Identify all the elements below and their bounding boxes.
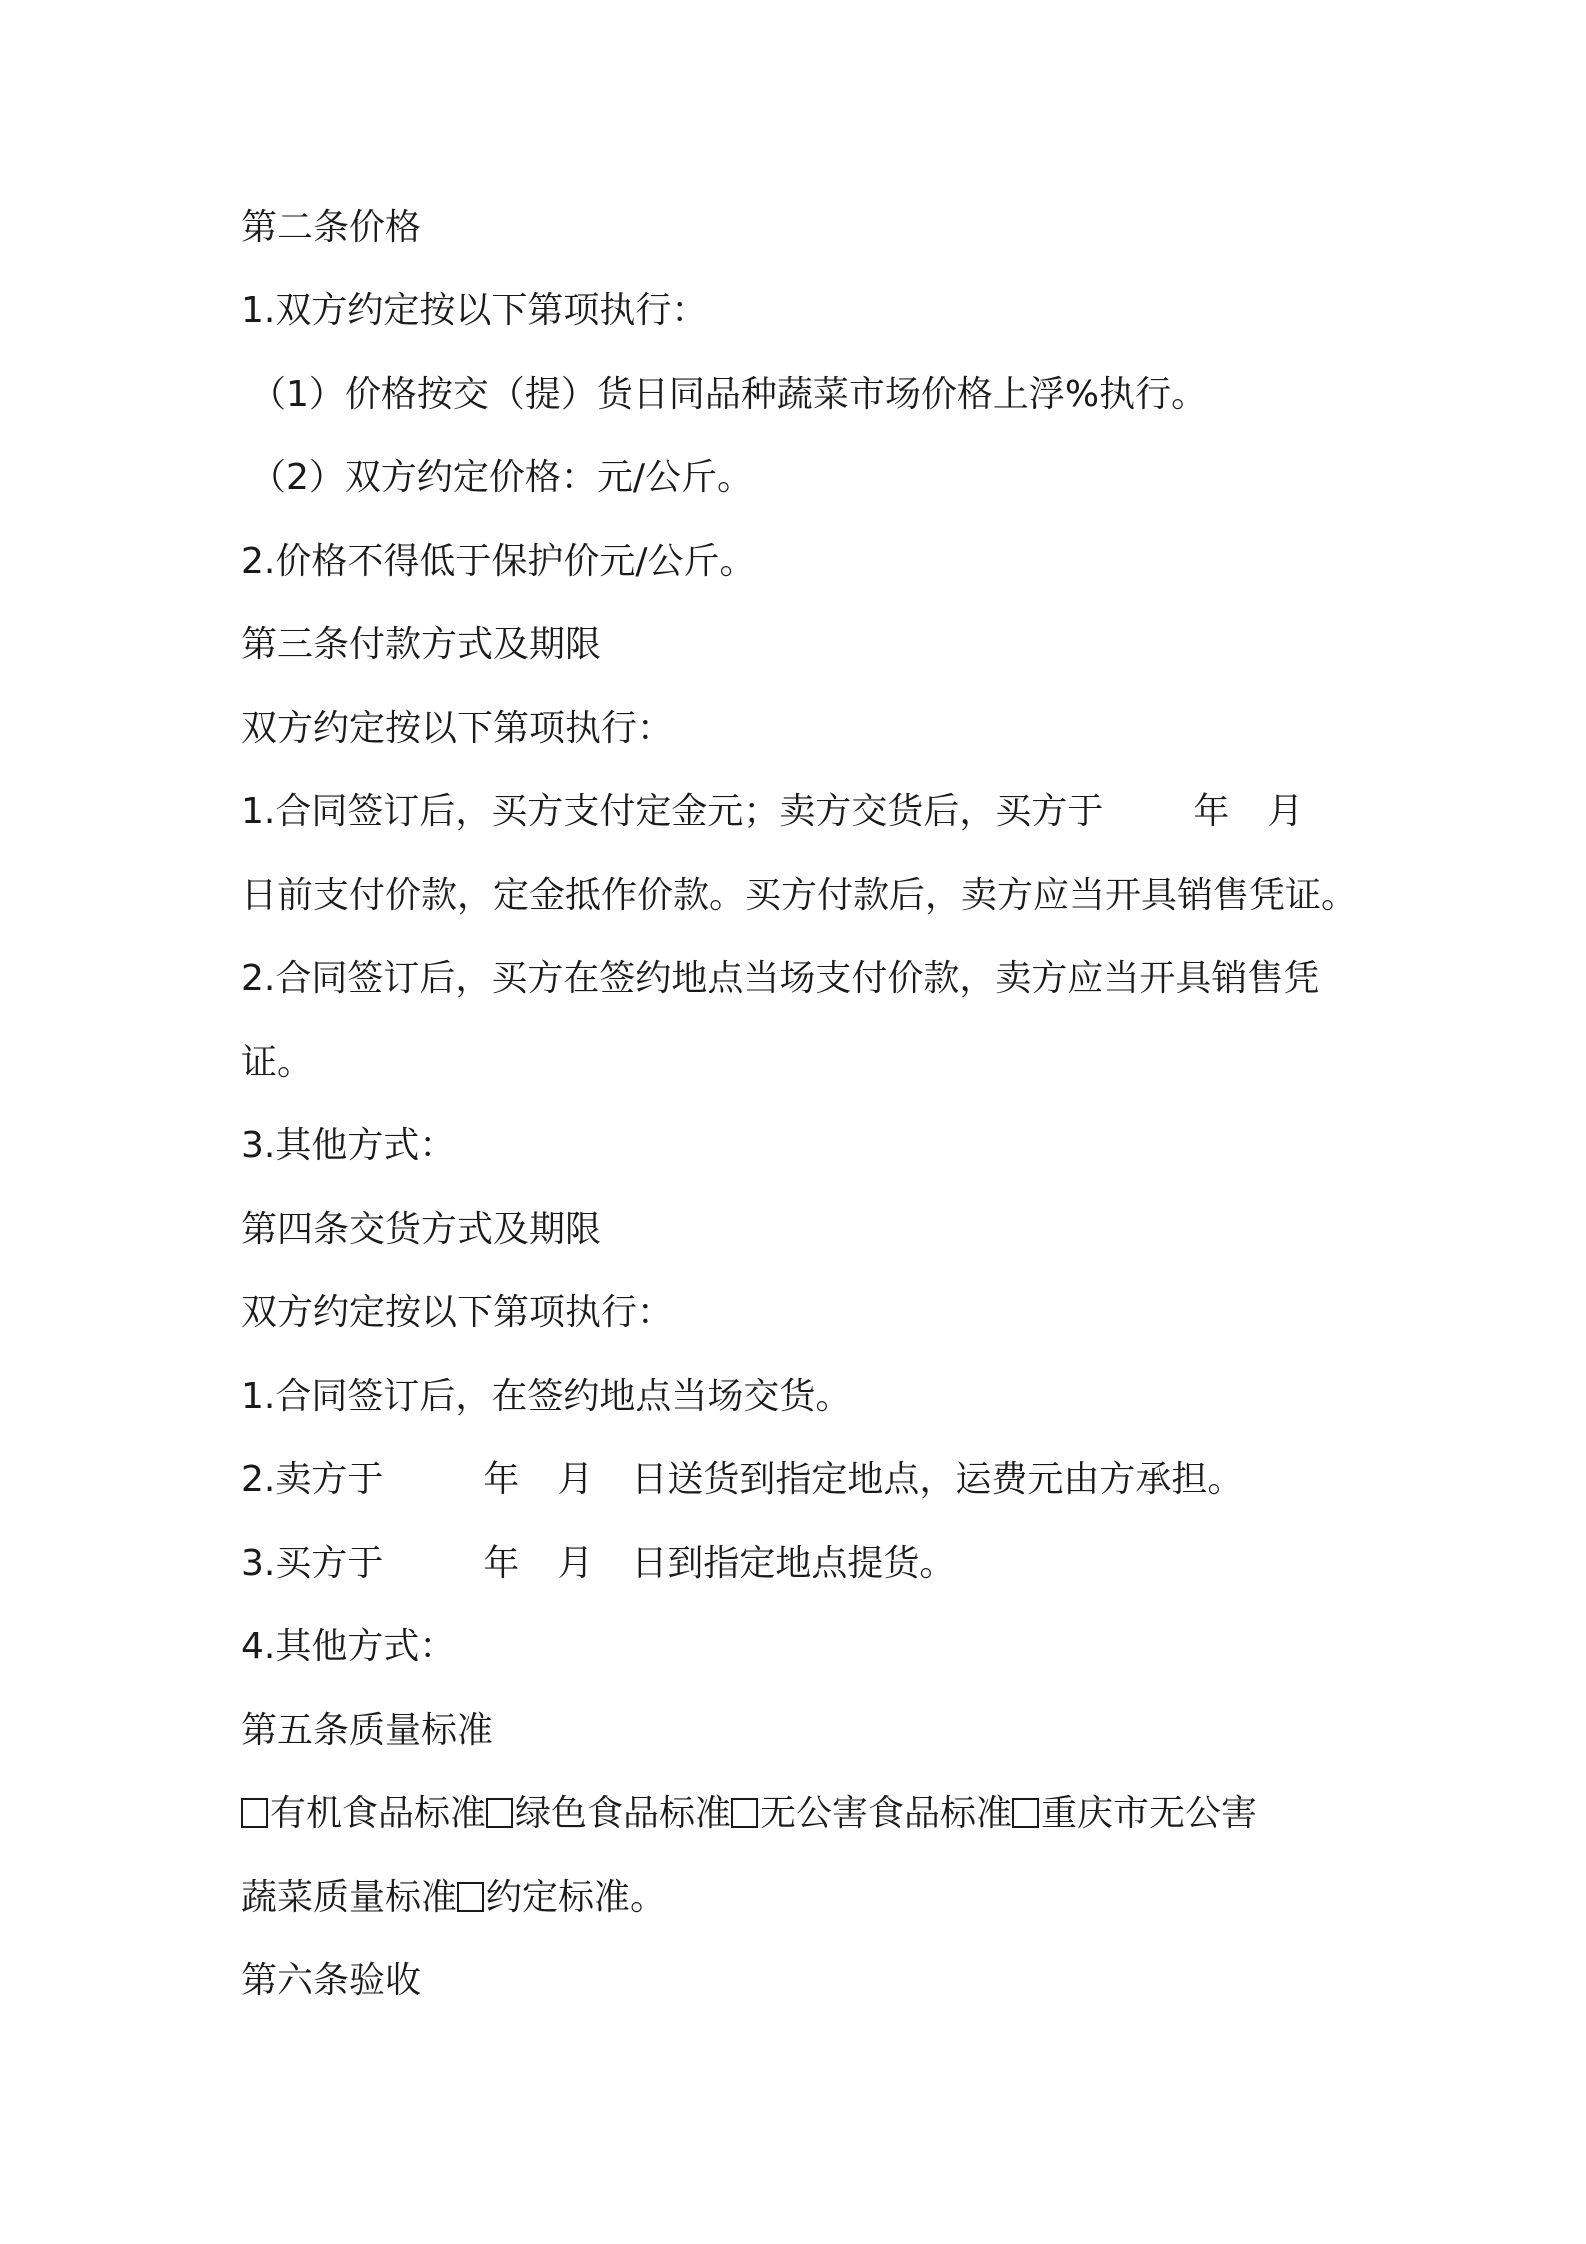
- clause-text: 3.买方于: [241, 1543, 384, 1584]
- clause-line: [241, 1540, 955, 1588]
- year-label: 年: [483, 1459, 520, 1500]
- year-label: 年: [483, 1543, 520, 1584]
- clause-text: 2.卖方于: [241, 1459, 384, 1500]
- quality-options-line: [241, 1790, 1257, 1838]
- option-label: 约定标准。: [486, 1877, 667, 1918]
- option-label: 蔬菜质量标准: [241, 1877, 458, 1918]
- clause-line: 1.合同签订后，在签约地点当场交货。: [241, 1376, 852, 1417]
- checkbox-agreed[interactable]: [457, 1882, 484, 1912]
- clause-line: 双方约定按以下第项执行：: [241, 708, 674, 749]
- clause-line: 证。: [241, 1042, 314, 1083]
- quality-options-line: [241, 1874, 666, 1922]
- option-label: 无公害食品标准: [760, 1793, 1013, 1834]
- month-label: 月: [557, 1543, 594, 1584]
- option-label: 重庆市无公害: [1041, 1793, 1258, 1834]
- clause-line: [241, 788, 1303, 836]
- clause-line: 2.合同签订后，买方在签约地点当场支付价款，卖方应当开具销售凭: [241, 958, 1320, 999]
- checkbox-pollution-free[interactable]: [731, 1798, 758, 1828]
- year-label: 年: [1193, 791, 1230, 832]
- clause-line: （2）双方约定价格：元/公斤。: [250, 457, 754, 498]
- section-heading-quality: 第五条质量标准: [241, 1710, 494, 1751]
- month-label: 月: [1267, 791, 1304, 832]
- option-label: 绿色食品标准: [515, 1793, 732, 1834]
- checkbox-chongqing[interactable]: [1012, 1798, 1039, 1828]
- checkbox-organic[interactable]: [241, 1798, 268, 1828]
- clause-line: [241, 1456, 1243, 1504]
- section-heading-acceptance: 第六条验收: [241, 1960, 422, 2001]
- clause-text: 日到指定地点提货。: [631, 1543, 956, 1584]
- clause-text: 1.合同签订后，买方支付定金元；卖方交货后，买方于: [241, 791, 1104, 832]
- clause-line: 3.其他方式：: [241, 1125, 456, 1166]
- clause-line: 2.价格不得低于保护价元/公斤。: [241, 541, 756, 582]
- clause-line: 日前支付价款，定金抵作价款。买方付款后，卖方应当开具销售凭证。: [241, 875, 1358, 916]
- clause-line: 1.双方约定按以下第项执行：: [241, 290, 708, 331]
- month-label: 月: [557, 1459, 594, 1500]
- section-heading-price: 第二条价格: [241, 207, 422, 248]
- section-heading-payment: 第三条付款方式及期限: [241, 624, 602, 665]
- clause-line: 双方约定按以下第项执行：: [241, 1292, 674, 1333]
- clause-line: （1）价格按交（提）货日同品种蔬菜市场价格上浮%执行。: [250, 374, 1208, 415]
- section-heading-delivery: 第四条交货方式及期限: [241, 1209, 602, 1250]
- clause-line: 4.其他方式：: [241, 1626, 456, 1667]
- option-label: 有机食品标准: [270, 1793, 487, 1834]
- checkbox-green[interactable]: [486, 1798, 513, 1828]
- clause-text: 日送货到指定地点，运费元由方承担。: [631, 1459, 1244, 1500]
